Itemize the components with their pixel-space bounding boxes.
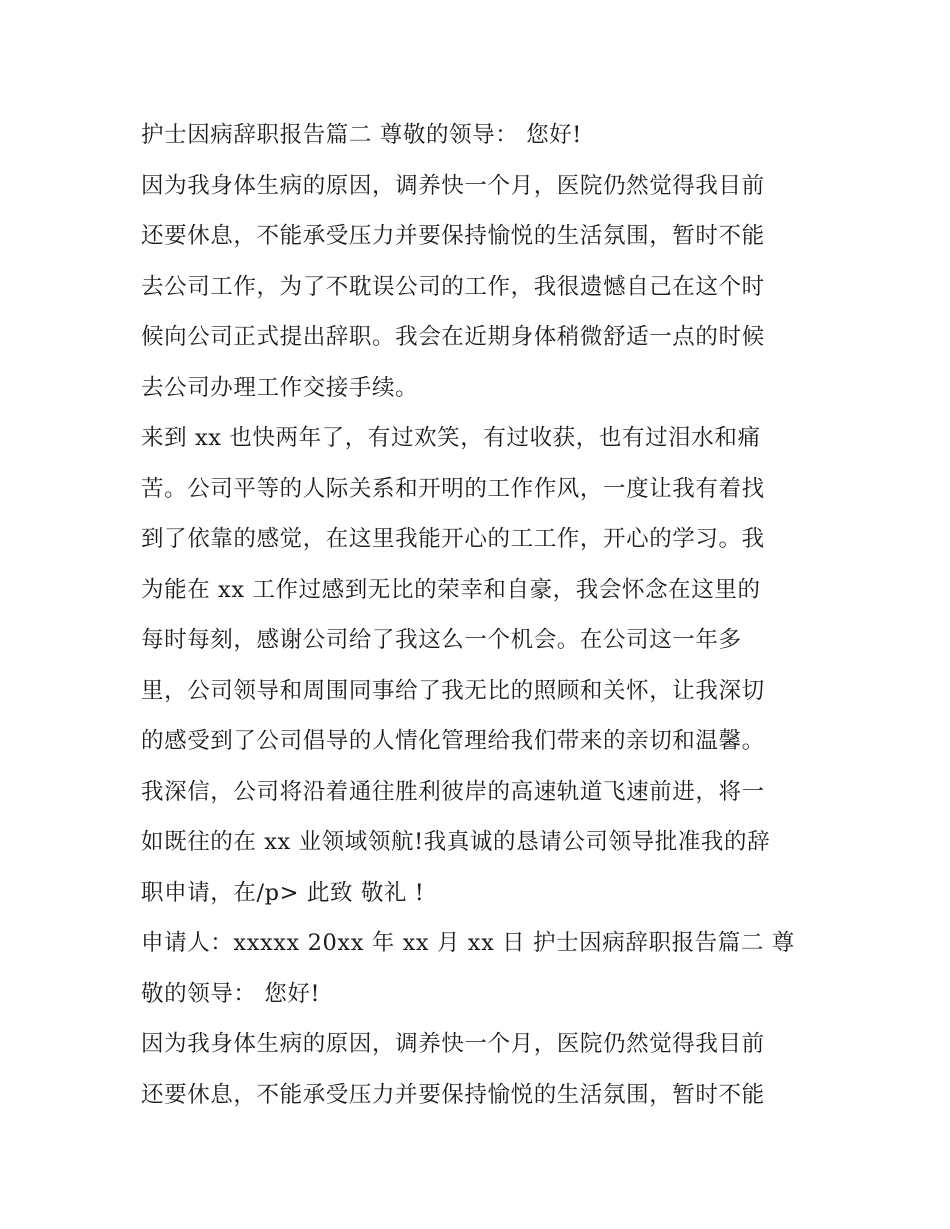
text-line: 敬的领导： 您好! bbox=[141, 980, 321, 1007]
text-line: 职申请，在/p> 此致 敬礼 ! bbox=[141, 879, 425, 906]
text-line: 还要休息，不能承受压力并要保持愉悦的生活氛围，暂时不能 bbox=[141, 223, 765, 249]
text-line: 去公司工作，为了不耽误公司的工作，我很遗憾自己在这个时 bbox=[141, 273, 765, 300]
text-line: 因为我身体生病的原因，调养快一个月，医院仍然觉得我目前 bbox=[141, 172, 765, 199]
text-line: 申请人：xxxxx 20xx 年 xx 月 xx 日 护士因病辞职报告篇二 尊 bbox=[141, 930, 795, 956]
text-line: 我深信，公司将沿着通往胜利彼岸的高速轨道飞速前进，将一 bbox=[141, 778, 765, 805]
text-line: 去公司办理工作交接手续。 bbox=[141, 374, 419, 401]
text-line: 的感受到了公司倡导的人情化管理给我们带来的亲切和温馨。 bbox=[141, 728, 765, 754]
text-line: 因为我身体生病的原因，调养快一个月，医院仍然觉得我目前 bbox=[141, 1031, 765, 1057]
document-body bbox=[141, 110, 821, 1120]
text-line: 如既往的在 xx 业领域领航!我真诚的恳请公司领导批准我的辞 bbox=[141, 829, 771, 855]
text-line: 里，公司领导和周围同事给了我无比的照顾和关怀，让我深切 bbox=[141, 677, 765, 704]
text-line: 来到 xx 也快两年了，有过欢笑，有过收获，也有过泪水和痛 bbox=[141, 425, 761, 451]
text-line: 为能在 xx 工作过感到无比的荣幸和自豪，我会怀念在这里的 bbox=[141, 576, 761, 603]
text-line: 到了依靠的感觉，在这里我能开心的工工作，开心的学习。我 bbox=[141, 526, 765, 552]
text-line: 候向公司正式提出辞职。我会在近期身体稍微舒适一点的时候 bbox=[141, 324, 765, 350]
text-line: 护士因病辞职报告篇二 尊敬的领导： 您好! bbox=[141, 122, 582, 148]
text-line: 每时每刻，感谢公司给了我这么一个机会。在公司这一年多 bbox=[141, 627, 742, 653]
text-line: 苦。公司平等的人际关系和开明的工作作风，一度让我有着找 bbox=[141, 475, 765, 502]
text-line: 还要休息，不能承受压力并要保持愉悦的生活氛围，暂时不能 bbox=[141, 1081, 765, 1108]
